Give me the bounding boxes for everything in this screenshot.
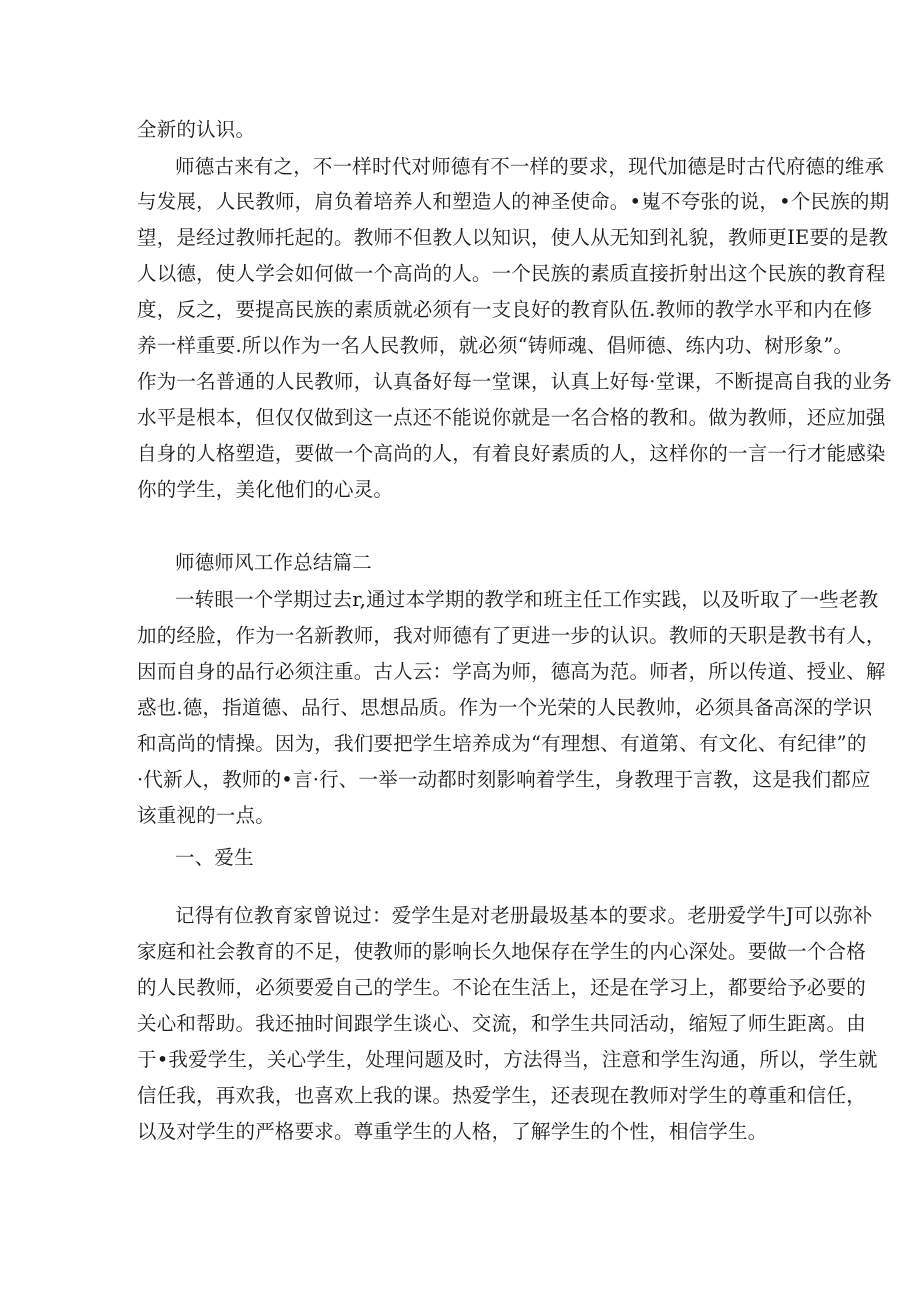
paragraph-line: 度，反之，要提高民族的素质就必须有一支良好的教育队伍.教师的教学水平和内在修 (137, 298, 873, 321)
paragraph-line: 全新的认识。 (137, 118, 256, 141)
paragraph-line: 人以德，使人学会如何做一个高尚的人。一个民族的素质直接折射出这个民族的教育程 (137, 262, 886, 285)
paragraph-line: 一转眼一个学期过去r,通过本学期的教学和班主任工作实践，以及听取了一些老教 (175, 588, 879, 611)
paragraph-line: 以及对学生的严格要求。尊重学生的人格，了解学生的个性，相信学生。 (137, 1120, 768, 1143)
paragraph-line: 师德古来有之，不一样时代对师德有不一样的要求，现代加德是时古代府德的维承 (175, 155, 885, 178)
paragraph-line: 惑也.德，指道德、品行、思想品质。作为一个光荣的人民教帅，必须具备高深的学识 (137, 696, 873, 719)
paragraph-line: 关心和帮助。我还抽时间跟学生谈心、交流，和学生共同活动，缩短了师生距离。由 (137, 1012, 866, 1035)
paragraph-line: 自身的人格塑造，要做一个高尚的人，有着良好素质的人，这样你的一言一行才能感染 (137, 442, 886, 465)
paragraph-line: 与发展，人民教师，肩负着培养人和塑造人的神圣使命。•嵬不夸张的说，•个民族的期 (137, 190, 890, 213)
paragraph-line: 家庭和社会教育的不足，使教师的影响长久地保存在学生的内心深处。要做一个合格 (137, 940, 866, 963)
paragraph-line: 该重视的一点。 (137, 804, 275, 827)
paragraph-line: 信任我，再欢我，也喜欢上我的课。热爱学生，还表现在教师对学生的尊重和信任， (137, 1084, 866, 1107)
paragraph-line: 的人民教师，必须要爱自己的学生。不论在生活上，还是在学习上，都要给予必要的 (137, 976, 866, 999)
paragraph-line: 记得有位教育家曾说过：爱学生是对老册最圾基本的要求。老册爱学牛J可以弥补 (175, 904, 873, 927)
paragraph-line: 你的学生，美化他们的心灵。 (137, 478, 394, 501)
paragraph-line: ·代新人，教师的•言·行、一举一动都时刻影响着学生，身教理于言教，这是我们都应 (137, 768, 871, 791)
paragraph-line: 作为一名普通的人民教师，认真备好每一堂课，认真上好每·堂课，不断提高自我的业务 (137, 370, 892, 393)
paragraph-line: 水平是根本，但仅仅做到这一点还不能说你就是一名合格的教和。做为教师，还应加强 (137, 406, 886, 429)
subheading: 一、爱生 (175, 846, 254, 869)
paragraph-line: 于•我爱学生，关心学生，处理问题及时，方法得当，注意和学生沟通，所以，学生就 (137, 1048, 878, 1071)
paragraph-line: 因而自身的品行必须注重。古人云：学高为师，德高为范。师者，所以传道、授业、解 (137, 660, 886, 683)
section-title: 师德师风工作总结篇二 (175, 551, 373, 574)
paragraph-line: 加的经脸，作为一名新教师，我对师德有了更进一步的认识。教师的天职是教书有人， (137, 624, 886, 647)
paragraph-line: 望，是经过教师托起的。教师不但教人以知识，使人从无知到礼貌，教师更IE要的是教 (137, 226, 889, 249)
paragraph-line: 和高尚的情操。因为，我们要把学生培养成为“有理想、有道第、有文化、有纪律”的 (137, 732, 867, 755)
paragraph-line: 养一样重要.所以作为一名人民教师，就必须“铸师魂、倡师德、练内功、树形象”。 (137, 334, 854, 357)
